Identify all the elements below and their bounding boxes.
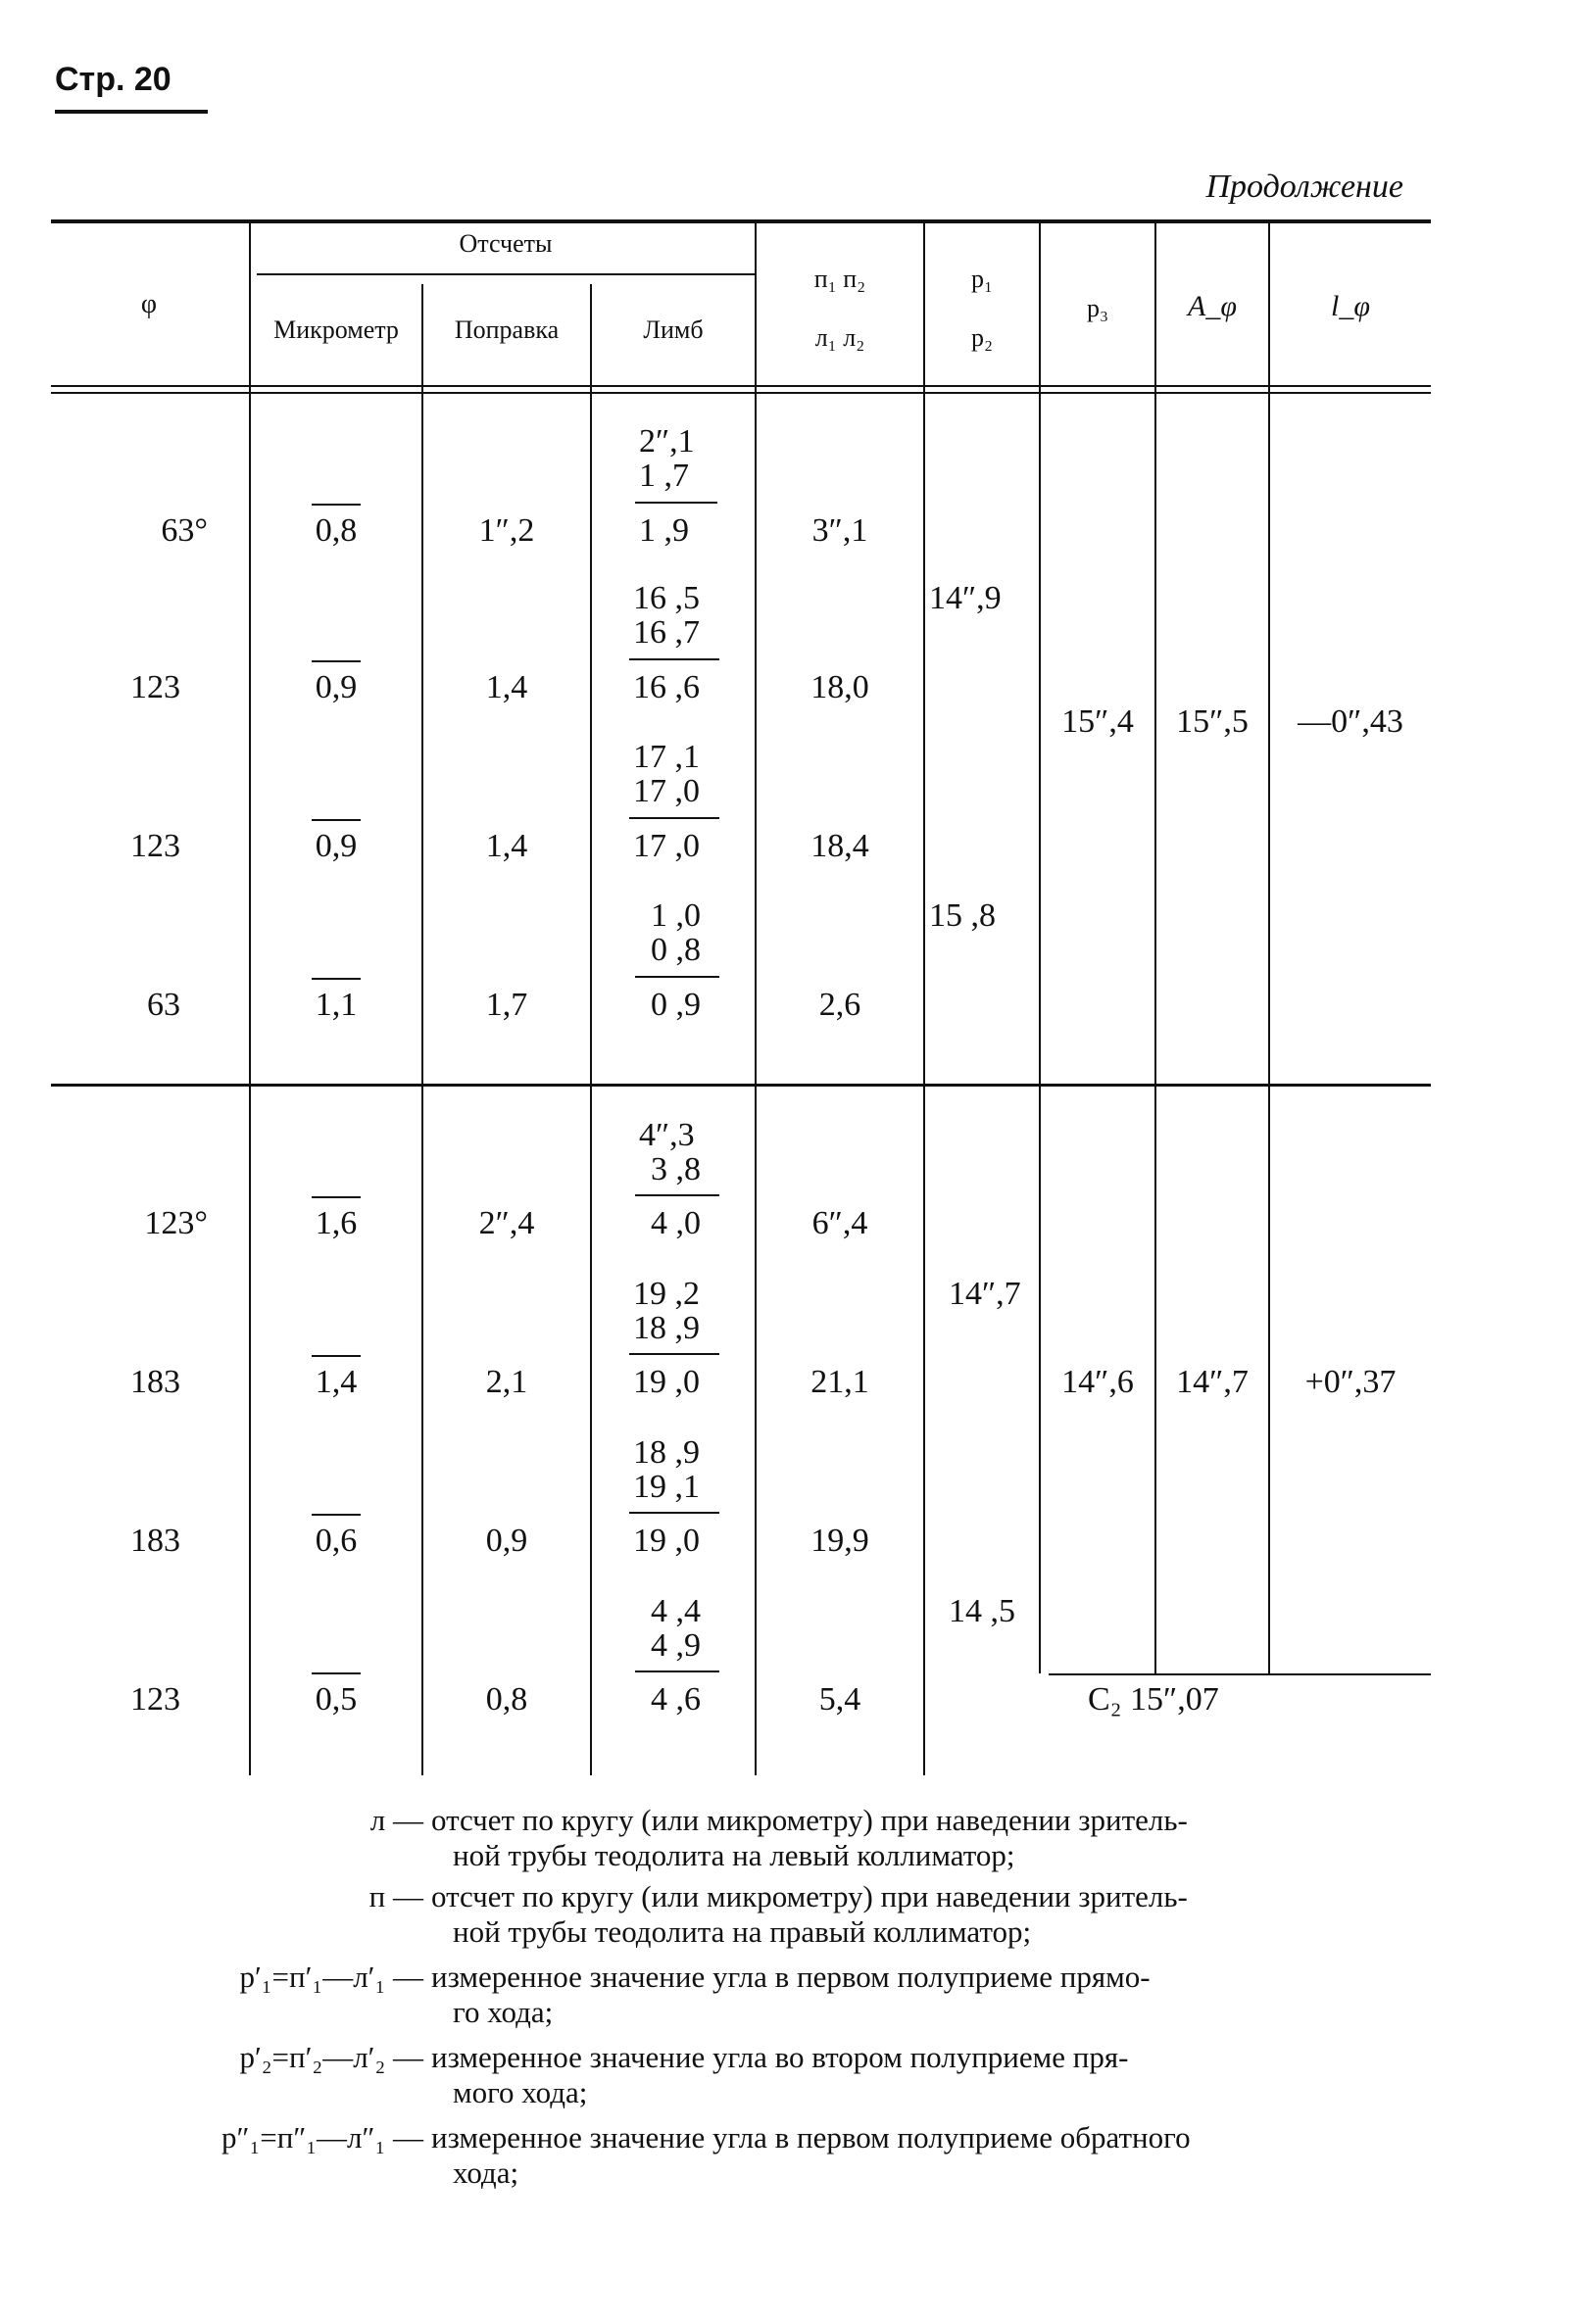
header-a-phi: A_φ <box>1188 290 1237 322</box>
legend-text: го хода; <box>453 1995 554 2029</box>
pl-value: 18,4 <box>810 828 869 864</box>
phi-value: 123 <box>130 828 180 864</box>
micrometer-value: 0,9 <box>315 669 358 705</box>
legend-text: измеренное значение угла в первом полуприеме прямо- <box>431 1960 1151 1994</box>
micrometer-value: 0,5 <box>315 1681 358 1718</box>
header-pl-bottom: л₁ л₂ <box>814 323 865 352</box>
phi-value: 183 <box>130 1523 180 1559</box>
limb-value: 17 ,0 <box>633 828 700 864</box>
phi-value: 63° <box>161 512 208 549</box>
limb-value: 17 ,0 <box>633 773 700 809</box>
correction-value: 2,1 <box>485 1364 528 1400</box>
l-phi-value: —0″,43 <box>1298 703 1403 740</box>
correction-value: 2″,4 <box>478 1205 535 1241</box>
header-bottom-rule-2 <box>51 392 1431 394</box>
p-value: 15 ,8 <box>929 897 996 934</box>
correction-value: 0,9 <box>485 1523 528 1559</box>
limb-value: 4 ,0 <box>651 1205 701 1241</box>
legend-term: п — <box>368 1879 423 1913</box>
header-correction: Поправка <box>454 315 560 344</box>
pl-value: 18,0 <box>810 669 869 705</box>
continuation-label: Продолжение <box>1205 169 1403 205</box>
phi-value: 63 <box>147 987 180 1023</box>
limb-value: 2″,1 <box>639 423 695 460</box>
limb-value: 4″,3 <box>639 1117 695 1153</box>
c2-rule <box>1049 1673 1431 1675</box>
header-pl-top: п₁ п₂ <box>813 265 866 293</box>
group-underline <box>257 273 755 275</box>
limb-value: 3 ,8 <box>651 1151 701 1187</box>
correction-value: 1″,2 <box>478 512 535 549</box>
pl-value: 19,9 <box>810 1523 869 1559</box>
p-value: 14″,7 <box>949 1276 1021 1312</box>
legend-text: мого хода; <box>453 2075 588 2109</box>
header-bottom-rule <box>51 385 1431 387</box>
overline <box>312 504 361 506</box>
micrometer-value: 1,6 <box>315 1205 358 1241</box>
p3-value: 14″,6 <box>1061 1364 1134 1400</box>
header-limb: Лимб <box>643 315 704 344</box>
legend-term: л — <box>369 1803 423 1837</box>
pl-value: 6″,4 <box>811 1205 868 1241</box>
pl-value: 21,1 <box>810 1364 869 1400</box>
limb-value: 17 ,1 <box>633 739 700 775</box>
pl-value: 5,4 <box>818 1681 861 1718</box>
limb-value: 19 ,0 <box>633 1364 700 1400</box>
header-l-phi: l_φ <box>1331 290 1370 322</box>
a-phi-value: 14″,7 <box>1176 1364 1249 1400</box>
sum-rule <box>635 1670 719 1672</box>
legend-text: отсчет по кругу (или микрометру) при наведении зритель- <box>431 1879 1188 1913</box>
sum-rule <box>635 976 719 978</box>
pl-value: 2,6 <box>818 987 861 1023</box>
col-divider <box>590 284 592 1775</box>
c2-value: C₂ 15″,07 <box>1088 1681 1219 1718</box>
legend-text: измеренное значение угла во втором полуприеме пря- <box>431 2040 1129 2074</box>
limb-value: 18 ,9 <box>633 1310 700 1346</box>
limb-value: 4 ,4 <box>651 1593 701 1629</box>
micrometer-value: 0,8 <box>315 512 358 549</box>
col-divider <box>1039 223 1041 1673</box>
limb-value: 19 ,1 <box>633 1469 700 1505</box>
limb-value: 4 ,9 <box>651 1627 701 1664</box>
p-value: 14 ,5 <box>949 1593 1015 1629</box>
phi-value: 183 <box>130 1364 180 1400</box>
header-p-top: р₁ <box>970 265 994 293</box>
header-p3: р₃ <box>1086 294 1109 322</box>
sum-rule <box>629 1353 719 1355</box>
micrometer-value: 0,6 <box>315 1523 358 1559</box>
legend-text: измеренное значение угла в первом полуприеме обратного <box>431 2120 1191 2155</box>
correction-value: 1,4 <box>485 669 528 705</box>
overline <box>312 819 361 821</box>
p-value: 14″,9 <box>929 580 1002 616</box>
header-micrometer: Микрометр <box>273 315 399 344</box>
overline <box>312 660 361 662</box>
header-p-bottom: р₂ <box>970 323 994 352</box>
sum-rule <box>629 658 719 660</box>
micrometer-value: 0,9 <box>315 828 358 864</box>
sum-rule <box>635 1194 719 1196</box>
overline <box>312 978 361 980</box>
limb-value: 1 ,9 <box>639 512 689 549</box>
limb-value: 16 ,7 <box>633 614 700 651</box>
limb-value: 16 ,5 <box>633 580 700 616</box>
a-phi-value: 15″,5 <box>1176 703 1249 740</box>
overline <box>312 1672 361 1674</box>
limb-value: 0 ,8 <box>651 932 701 968</box>
legend-term: р′₂=п′₂—л′₂ — <box>239 2040 423 2074</box>
phi-value: 123 <box>130 669 180 705</box>
sum-rule <box>629 817 719 819</box>
header-group: Отсчеты <box>459 229 553 258</box>
limb-value: 19 ,0 <box>633 1523 700 1559</box>
correction-value: 0,8 <box>485 1681 528 1718</box>
phi-value: 123 <box>130 1681 180 1718</box>
limb-value: 0 ,9 <box>651 987 701 1023</box>
limb-value: 1 ,7 <box>639 458 689 494</box>
overline <box>312 1196 361 1198</box>
page-label-underline <box>55 110 208 114</box>
legend-term: р″₁=п″₁—л″₁ — <box>221 2120 423 2155</box>
col-divider <box>1154 223 1156 1673</box>
limb-value: 18 ,9 <box>633 1434 700 1471</box>
phi-value: 123° <box>144 1205 208 1241</box>
limb-value: 4 ,6 <box>651 1681 701 1718</box>
col-divider <box>923 223 925 1775</box>
overline <box>312 1514 361 1516</box>
col-divider <box>1268 223 1270 1673</box>
block-separator <box>51 1084 1431 1087</box>
legend-term: р′₁=п′₁—л′₁ — <box>239 1960 423 1994</box>
micrometer-value: 1,4 <box>315 1364 358 1400</box>
page-label: Стр. 20 <box>55 61 172 98</box>
limb-value: 1 ,0 <box>651 897 701 934</box>
sum-rule <box>629 1512 719 1514</box>
l-phi-value: +0″,37 <box>1304 1364 1397 1400</box>
legend-text: ной трубы теодолита на правый коллиматор; <box>453 1914 1032 1949</box>
legend-text: хода; <box>453 2155 519 2190</box>
limb-value: 19 ,2 <box>633 1276 700 1312</box>
correction-value: 1,4 <box>485 828 528 864</box>
correction-value: 1,7 <box>485 987 528 1023</box>
pl-value: 3″,1 <box>811 512 868 549</box>
micrometer-value: 1,1 <box>315 987 358 1023</box>
legend-text: отсчет по кругу (или микрометру) при наведении зритель- <box>431 1803 1188 1837</box>
table-top-rule <box>51 219 1431 223</box>
sum-rule <box>635 502 717 504</box>
header-phi: φ <box>140 289 158 319</box>
overline <box>312 1355 361 1357</box>
limb-value: 16 ,6 <box>633 669 700 705</box>
p3-value: 15″,4 <box>1061 703 1134 740</box>
legend-text: ной трубы теодолита на левый коллиматор; <box>453 1838 1015 1872</box>
